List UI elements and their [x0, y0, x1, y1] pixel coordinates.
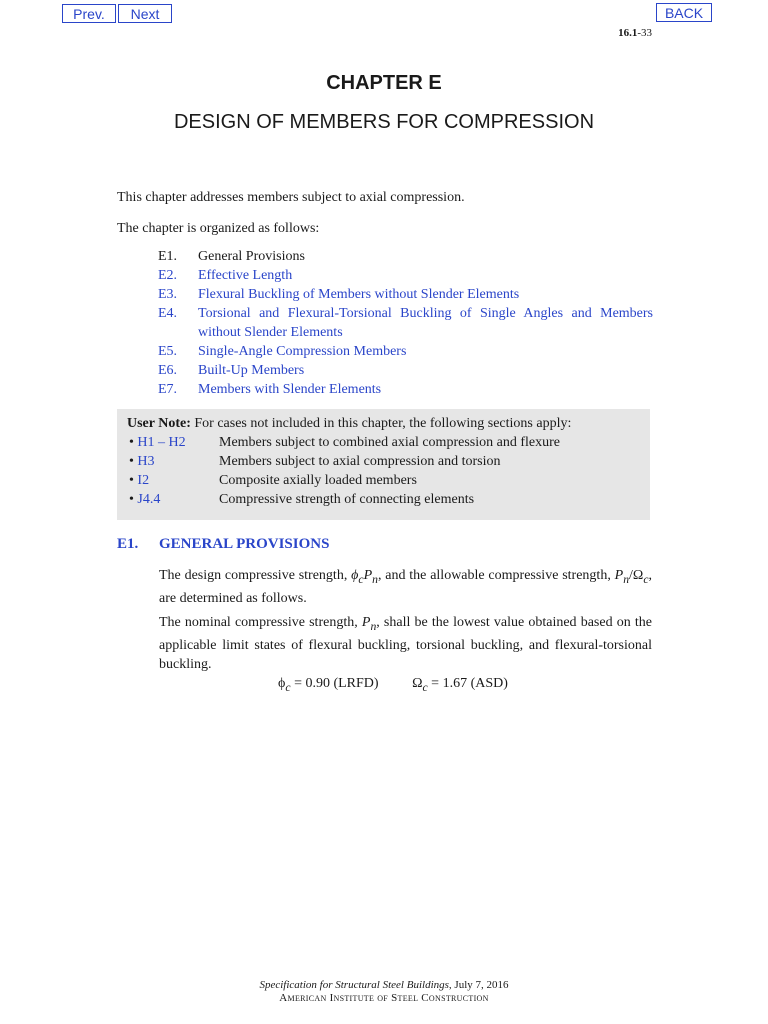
asd-formula: $\Omega_c = 1.67$ (ASD): [412, 676, 508, 694]
toc-link[interactable]: Members with Slender Elements: [198, 382, 382, 397]
toc-link[interactable]: Built-Up Members: [198, 363, 305, 378]
prev-button[interactable]: Prev.: [62, 4, 116, 23]
user-note-item: [129, 490, 474, 509]
footer-publisher: American Institute of Steel Construction: [279, 992, 489, 1004]
lrfd-formula-text: = 0.90 (LRFD): [294, 676, 379, 691]
section-title: GENERAL PROVISIONS: [159, 536, 330, 552]
resistance-factor-formula: [278, 676, 538, 694]
lrfd-formula: $\phi_c = 0.90$ (LRFD): [278, 676, 379, 694]
chapter-subtitle: DESIGN OF MEMBERS FOR COMPRESSION: [173, 111, 595, 133]
user-note-link-h3[interactable]: H3: [137, 454, 155, 469]
toc-item-e2[interactable]: [158, 266, 653, 285]
toc-number[interactable]: E2.: [158, 268, 178, 283]
user-note-item: [129, 471, 417, 490]
toc-item-e3[interactable]: [158, 285, 653, 304]
back-button[interactable]: BACK: [656, 3, 712, 22]
user-note-link-i2[interactable]: I2: [137, 473, 150, 488]
next-button[interactable]: Next: [118, 4, 172, 23]
user-note-item-text: Members subject to combined axial compression and flexure: [219, 435, 560, 450]
toc-number[interactable]: E4.: [158, 306, 178, 321]
toc-link[interactable]: Single-Angle Compression Members: [198, 344, 407, 359]
toc-link[interactable]: Effective Length: [198, 268, 293, 283]
toc-number: E1.: [158, 249, 178, 264]
user-note-item: [129, 452, 501, 471]
user-note-box: [117, 409, 650, 520]
page-number-bold: 16.1: [618, 27, 638, 39]
user-note-item: [129, 433, 560, 452]
intro-paragraph-1: This chapter addresses members subject to axial compression.: [117, 190, 465, 205]
user-note-item-text: Members subject to axial compression and torsion: [219, 454, 501, 469]
user-note-item-text: Composite axially loaded members: [219, 473, 417, 488]
user-note-label: User Note:: [127, 416, 191, 431]
toc-item-e1: [158, 247, 653, 266]
bullet: •: [129, 492, 134, 507]
footer-spec-title: [0, 979, 768, 991]
user-note-link-h1-h2[interactable]: H1 – H2: [137, 435, 186, 450]
toc-link[interactable]: Flexural Buckling of Members without Slender Elements: [198, 287, 520, 302]
text-run: The nominal compressive strength,: [159, 615, 362, 630]
user-note-text: For cases not included in this chapter, the following sections apply:: [194, 416, 572, 431]
toc-number[interactable]: E6.: [158, 363, 178, 378]
asd-formula-text: = 1.67 (ASD): [431, 676, 508, 691]
section-number: E1.: [117, 536, 139, 552]
user-note-item-text: Compressive strength of connecting elements: [219, 492, 475, 507]
text-run: , are determined as follows.: [159, 568, 653, 606]
toc-item-e4[interactable]: [158, 304, 653, 342]
user-note-heading: [127, 414, 571, 433]
footer-title: Specification for Structural Steel Buildings,: [259, 979, 452, 991]
page-number: [600, 27, 652, 39]
bullet: •: [129, 473, 134, 488]
body-paragraph-1: The design compressive strength, $\phi_cP_n$, and the allowable compressive strength, $P_n/\Omega_c$, are determined as follows.: [159, 568, 653, 606]
toc-label: General Provisions: [198, 249, 305, 264]
text-run: The design compressive strength,: [159, 568, 352, 583]
user-note-link-j4-4[interactable]: J4.4: [137, 492, 161, 507]
toc-number[interactable]: E3.: [158, 287, 178, 302]
table-of-contents: [158, 247, 653, 399]
toc-item-e6[interactable]: [158, 361, 653, 380]
section-heading-e1: [117, 536, 329, 553]
text-run: , shall be the lowest value obtained based on the applicable limit states of flexural buckling, torsional buckling, and flexural-torsional buckling.: [159, 615, 652, 672]
chapter-title: CHAPTER E: [326, 72, 442, 94]
intro-paragraph-2: The chapter is organized as follows:: [117, 221, 320, 236]
toc-link[interactable]: Torsional and Flexural-Torsional Buckling of Single Angles and Members without Slender Elements: [198, 306, 653, 340]
bullet: •: [129, 454, 134, 469]
toc-number[interactable]: E7.: [158, 382, 178, 397]
footer-date: July 7, 2016: [451, 979, 509, 991]
toc-item-e7[interactable]: [158, 380, 653, 399]
toc-number[interactable]: E5.: [158, 344, 178, 359]
text-run: , and the allowable compressive strength,: [377, 568, 615, 583]
body-paragraph-2: The nominal compressive strength, $P_n$, shall be the lowest value obtained based on the applicable limit states of flexural buckling, torsional buckling, and flexural-torsional buckling.: [159, 615, 652, 672]
page-number-rest: -33: [637, 27, 652, 39]
bullet: •: [129, 435, 134, 450]
toc-item-e5[interactable]: [158, 342, 653, 361]
